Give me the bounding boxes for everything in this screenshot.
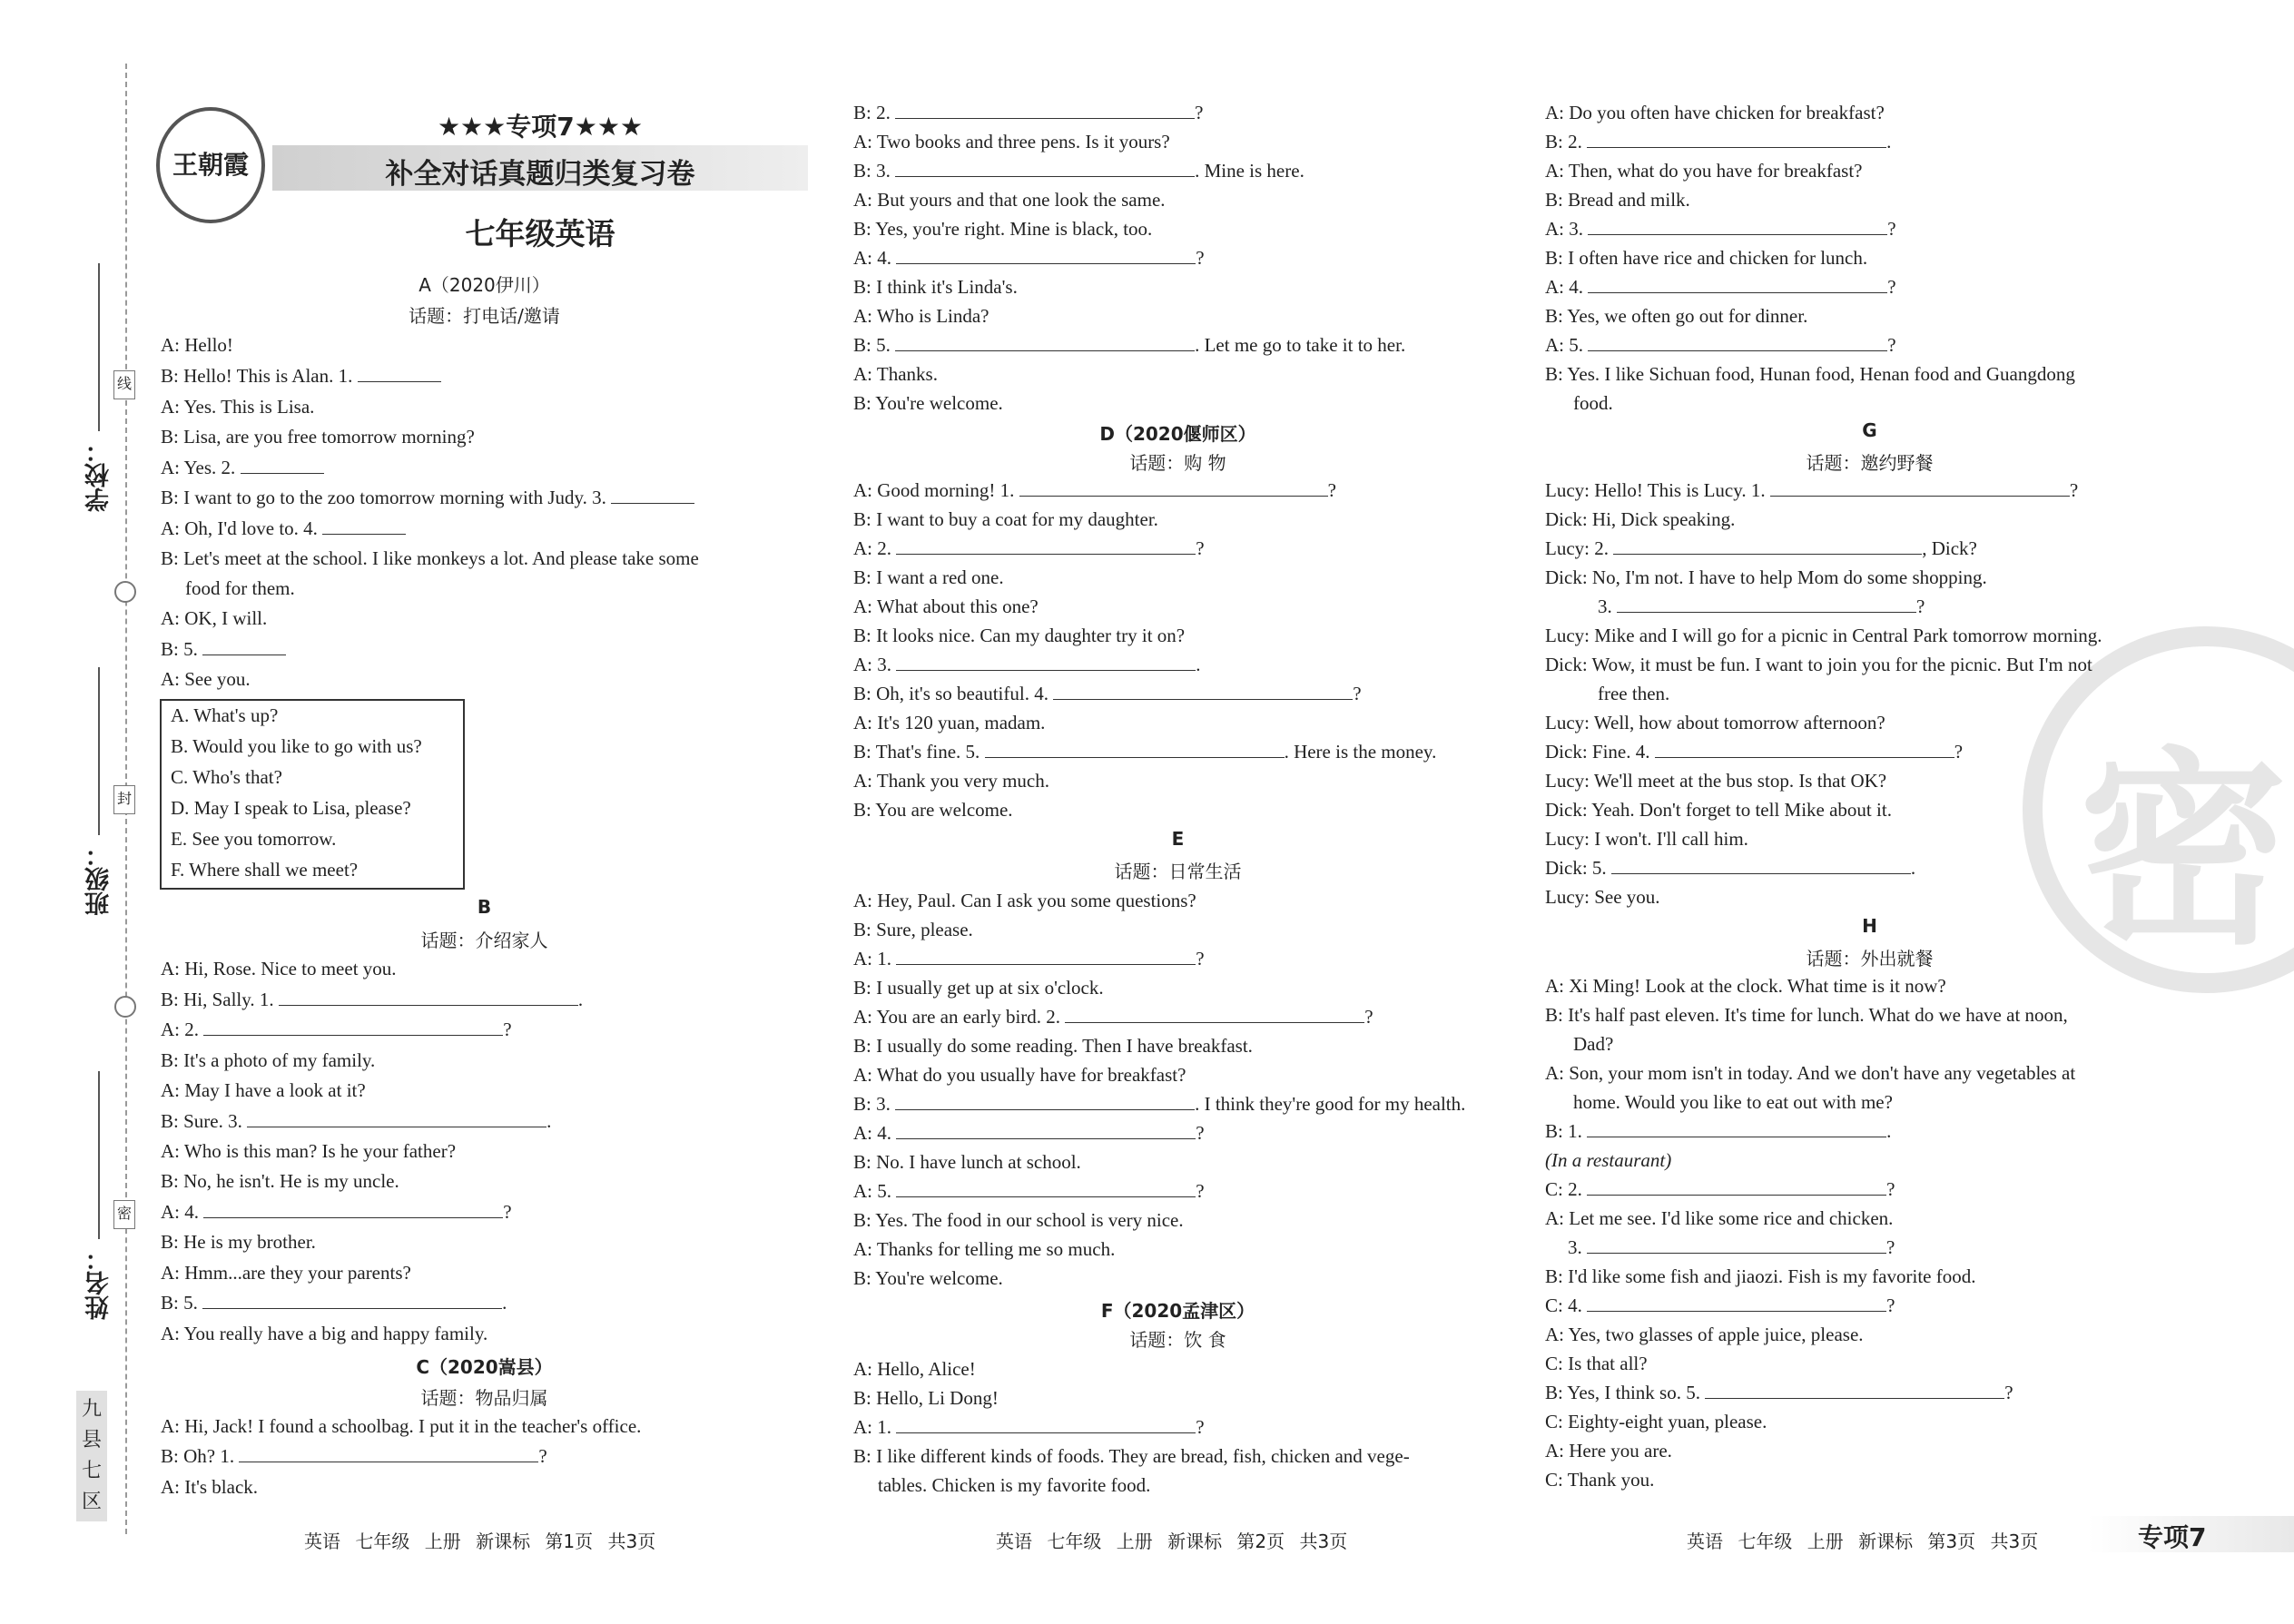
- logo: [156, 107, 265, 223]
- answer-blank[interactable]: [1065, 1006, 1364, 1023]
- dialog-line: food for them.: [185, 577, 295, 599]
- section-e-topic: 话题：日常生活: [1114, 861, 1242, 882]
- answer-blank[interactable]: [239, 1445, 538, 1462]
- option-item: F. Where shall we meet?: [171, 859, 359, 881]
- dialog-line: A: It's black.: [161, 1476, 259, 1498]
- answer-blank[interactable]: [895, 1093, 1195, 1110]
- answer-blank[interactable]: [1617, 595, 1916, 613]
- dialog-line: A: Let me see. I'd like some rice and chicken.: [1545, 1207, 1894, 1229]
- dialog-line: B: 3. . I think they're good for my health.: [853, 1093, 1466, 1115]
- dialog-line: A: Son, your mom isn't in today. And we don't have any vegetables at: [1545, 1062, 2076, 1084]
- dialog-line: A: Oh, I'd love to. 4.: [161, 516, 406, 541]
- dialog-line: A: Thank you very much.: [853, 770, 1049, 792]
- dialog-line: Dick: Hi, Dick speaking.: [1545, 508, 1736, 530]
- dialog-line: free then.: [1598, 683, 1670, 704]
- dialog-line: food.: [1573, 392, 1613, 414]
- region-box: [76, 1391, 107, 1521]
- answer-blank[interactable]: [1587, 1178, 1886, 1196]
- dialog-line: B: Yes, you're right. Mine is black, too.: [853, 218, 1153, 240]
- dialog-line: C: Eighty-eight yuan, please.: [1545, 1411, 1767, 1432]
- answer-blank[interactable]: [279, 989, 578, 1006]
- dialog-line: A: 5. ?: [1545, 334, 1896, 356]
- options-box: [160, 699, 465, 890]
- dialog-line: Lucy: We'll meet at the bus stop. Is that OK?: [1545, 770, 1887, 792]
- dialog-line: B: It looks nice. Can my daughter try it on?: [853, 625, 1186, 646]
- dialog-line: Lucy: Hello! This is Lucy. 1. ?: [1545, 479, 2079, 501]
- option-item: C. Who's that?: [171, 766, 282, 788]
- dialog-line: A: Thanks for telling me so much.: [853, 1238, 1116, 1260]
- section-g-topic: 话题：邀约野餐: [1806, 452, 1934, 474]
- dialog-line: A: 3. ?: [1545, 218, 1896, 240]
- answer-blank[interactable]: [1588, 276, 1887, 293]
- answer-blank[interactable]: [1587, 1120, 1886, 1137]
- dialog-line: B: Hello! This is Alan. 1.: [161, 363, 441, 389]
- dialog-line: B: You are welcome.: [853, 799, 1013, 821]
- dialog-line: C: 4. ?: [1545, 1294, 1895, 1316]
- option-item: A. What's up?: [171, 704, 279, 726]
- dialog-line: Lucy: 2. , Dick?: [1545, 537, 1977, 559]
- dialog-line: Dick: No, I'm not. I have to help Mom do some shopping.: [1545, 566, 1987, 588]
- section-d-topic: 话题：购 物: [1129, 452, 1226, 474]
- dialog-line: B: I want a red one.: [853, 566, 1004, 588]
- dialog-line: Lucy: See you.: [1545, 886, 1660, 908]
- dialog-line: A: 3. .: [853, 654, 1201, 675]
- dialog-line: Dick: Fine. 4. ?: [1545, 741, 1964, 763]
- dialog-line: 3. ?: [1598, 595, 1925, 617]
- dialog-line: B: I like different kinds of foods. They are bread, fish, chicken and vege-: [853, 1445, 1410, 1467]
- answer-blank[interactable]: [1019, 479, 1328, 497]
- answer-blank[interactable]: [241, 457, 324, 474]
- answer-blank[interactable]: [895, 334, 1195, 351]
- answer-blank[interactable]: [1588, 334, 1887, 351]
- dialog-line: C: Thank you.: [1545, 1469, 1655, 1491]
- dialog-line: A: 4. ?: [853, 247, 1205, 269]
- answer-blank[interactable]: [1770, 479, 2070, 497]
- answer-blank[interactable]: [1587, 1294, 1886, 1312]
- name-line: [98, 1071, 100, 1239]
- logo-text: 王朝霞: [172, 150, 249, 180]
- secret-stamp: [2023, 626, 2294, 993]
- corner-tag: 专项7: [2138, 1522, 2207, 1552]
- dialog-line: B: Oh, it's so beautiful. 4. ?: [853, 683, 1362, 704]
- dialog-line: A: Yes. 2.: [161, 455, 324, 480]
- dialog-line: A: See you.: [161, 668, 251, 690]
- dialog-line: B: Hi, Sally. 1. .: [161, 989, 584, 1010]
- dialog-line: A: 1. ?: [853, 948, 1205, 969]
- dialog-line: A: What about this one?: [853, 595, 1039, 617]
- dialog-line: 3. ?: [1568, 1236, 1895, 1258]
- dialog-line: A: Yes. This is Lisa.: [161, 396, 315, 418]
- answer-blank[interactable]: [1611, 857, 1911, 874]
- answer-blank[interactable]: [896, 1180, 1196, 1197]
- dialog-line: B: That's fine. 5. . Here is the money.: [853, 741, 1437, 763]
- answer-blank[interactable]: [896, 1416, 1196, 1433]
- dialog-line: A: You are an early bird. 2. ?: [853, 1006, 1373, 1028]
- dialog-line: B: 5. . Let me go to take it to her.: [853, 334, 1406, 356]
- dialog-line: A: 4. ?: [161, 1201, 512, 1223]
- dialog-line: A: Thanks.: [853, 363, 938, 385]
- answer-blank[interactable]: [896, 948, 1196, 965]
- dialog-line: (In a restaurant): [1545, 1149, 1672, 1171]
- page-footer-1: 英语 七年级 上册 新课标 第1页 共3页: [304, 1530, 656, 1552]
- answer-blank[interactable]: [202, 638, 286, 655]
- answer-blank[interactable]: [203, 1201, 503, 1218]
- dialog-line: A: Xi Ming! Look at the clock. What time is it now?: [1545, 975, 1946, 997]
- seal-char-line: 线: [113, 370, 135, 399]
- option-item: E. See you tomorrow.: [171, 828, 337, 850]
- dialog-line: B: 2. .: [1545, 131, 1892, 153]
- name-field: [64, 1071, 134, 1320]
- dialog-line: Lucy: I won't. I'll call him.: [1545, 828, 1748, 850]
- dialog-line: A: Here you are.: [1545, 1440, 1672, 1462]
- dialog-line: A: Two books and three pens. Is it yours?: [853, 131, 1170, 153]
- dialog-line: Dick: 5. .: [1545, 857, 1916, 879]
- section-f-heading: F（2020孟津区）: [1100, 1300, 1255, 1322]
- answer-blank[interactable]: [895, 102, 1195, 119]
- seal-char-seal: 封: [113, 785, 135, 814]
- page-title: 补全对话真题归类复习卷: [385, 158, 695, 191]
- section-b-topic: 话题：介绍家人: [420, 930, 548, 951]
- page-footer-2: 英语 七年级 上册 新课标 第2页 共3页: [996, 1530, 1348, 1552]
- dialog-line: B: Sure. 3. .: [161, 1110, 552, 1132]
- dialog-line: A: OK, I will.: [161, 607, 268, 629]
- dialog-line: A: 2. ?: [853, 537, 1205, 559]
- dialog-line: B: You're welcome.: [853, 1267, 1003, 1289]
- answer-blank[interactable]: [203, 1019, 503, 1036]
- dialog-line: A: Who is this man? Is he your father?: [161, 1140, 457, 1162]
- region-char: 九: [81, 1398, 102, 1421]
- dialog-line: A: Hmm...are they your parents?: [161, 1262, 411, 1284]
- dialog-line: tables. Chicken is my favorite food.: [878, 1474, 1151, 1496]
- dialog-line: A: 5. ?: [853, 1180, 1205, 1202]
- dialog-line: B: It's a photo of my family.: [161, 1049, 376, 1071]
- binding-ring: [114, 996, 136, 1018]
- answer-blank[interactable]: [896, 537, 1196, 555]
- answer-blank[interactable]: [1655, 741, 1954, 758]
- dialog-line: B: I often have rice and chicken for lunch.: [1545, 247, 1868, 269]
- seal-char-secret: 密: [113, 1200, 135, 1229]
- dialog-line: A: Yes, two glasses of apple juice, please.: [1545, 1324, 1864, 1345]
- dialog-line: B: No, he isn't. He is my uncle.: [161, 1170, 399, 1192]
- dialog-line: A: You really have a big and happy family.: [161, 1323, 488, 1344]
- dialog-line: A: Who is Linda?: [853, 305, 989, 327]
- dialog-line: B: Oh? 1. ?: [161, 1445, 547, 1467]
- answer-blank[interactable]: [1613, 537, 1922, 555]
- dialog-line: B: I want to buy a coat for my daughter.: [853, 508, 1158, 530]
- dialog-line: B: Hello, Li Dong!: [853, 1387, 999, 1409]
- special-label: ★★★专项7★★★: [437, 112, 644, 142]
- option-item: D. May I speak to Lisa, please?: [171, 797, 411, 819]
- dialog-line: A: 4. ?: [1545, 276, 1896, 298]
- dialog-line: B: 2. ?: [853, 102, 1204, 123]
- answer-blank[interactable]: [896, 247, 1196, 264]
- dialog-line: A: May I have a look at it?: [161, 1079, 366, 1101]
- dialog-line: B: I'd like some fish and jiaozi. Fish is my favorite food.: [1545, 1265, 1976, 1287]
- region-char: 区: [81, 1491, 102, 1513]
- section-f-topic: 话题：饮 食: [1129, 1329, 1226, 1351]
- section-a-topic: 话题：打电话/邀请: [409, 305, 560, 327]
- dialog-line: A: Then, what do you have for breakfast?: [1545, 160, 1863, 182]
- dialog-line: Dick: Yeah. Don't forget to tell Mike about it.: [1545, 799, 1892, 821]
- dialog-line: A: 4. ?: [853, 1122, 1205, 1144]
- answer-blank[interactable]: [611, 487, 694, 504]
- answer-blank[interactable]: [1588, 218, 1887, 235]
- dialog-line: A: Hello, Alice!: [853, 1358, 976, 1380]
- dialog-line: B: 3. . Mine is here.: [853, 160, 1305, 182]
- class-label: 班级：: [84, 842, 113, 916]
- section-e-heading: E: [1171, 828, 1185, 850]
- section-c-topic: 话题：物品归属: [420, 1387, 548, 1409]
- dialog-line: A: It's 120 yuan, madam.: [853, 712, 1046, 733]
- dialog-line: B: It's half past eleven. It's time for lunch. What do we have at noon,: [1545, 1004, 2068, 1026]
- dialog-line: A: 1. ?: [853, 1416, 1205, 1438]
- dialog-line: B: Bread and milk.: [1545, 189, 1690, 211]
- answer-blank[interactable]: [1705, 1382, 2004, 1399]
- region-char: 七: [81, 1460, 102, 1482]
- name-label: 姓名：: [84, 1246, 113, 1320]
- dialog-line: C: Is that all?: [1545, 1353, 1648, 1374]
- dialog-line: B: You're welcome.: [853, 392, 1003, 414]
- dialog-line: B: He is my brother.: [161, 1231, 316, 1253]
- dialog-line: A: Hi, Rose. Nice to meet you.: [161, 958, 397, 979]
- dialog-line: B: 5. .: [161, 1292, 507, 1314]
- section-h-topic: 话题：外出就餐: [1806, 948, 1934, 969]
- region-char: 县: [81, 1429, 102, 1452]
- answer-blank[interactable]: [1587, 131, 1886, 148]
- answer-blank[interactable]: [202, 1292, 502, 1309]
- dialog-line: B: Yes, I think so. 5. ?: [1545, 1382, 2013, 1403]
- answer-blank[interactable]: [896, 654, 1196, 671]
- dialog-line: A: What do you usually have for breakfast?: [853, 1064, 1186, 1086]
- answer-blank[interactable]: [322, 517, 406, 535]
- dialog-line: B: 1. .: [1545, 1120, 1892, 1142]
- dialog-line: home. Would you like to eat out with me?: [1573, 1091, 1893, 1113]
- answer-blank[interactable]: [895, 160, 1195, 177]
- dialog-line: A: Good morning! 1. ?: [853, 479, 1336, 501]
- dialog-line: A: Hey, Paul. Can I ask you some questions?: [853, 890, 1196, 911]
- dialog-line: A: Hi, Jack! I found a schoolbag. I put it in the teacher's office.: [161, 1415, 642, 1437]
- section-c-heading: C（2020嵩县）: [416, 1356, 553, 1378]
- dialog-line: A: 2. ?: [161, 1019, 512, 1040]
- section-a-heading: A（2020伊川）: [418, 274, 550, 296]
- dialog-line: A: Do you often have chicken for breakfast?: [1545, 102, 1885, 123]
- stamp-char: 密: [2079, 731, 2289, 973]
- dialog-line: B: I usually do some reading. Then I have breakfast.: [853, 1035, 1253, 1057]
- dialog-line: B: Yes, we often go out for dinner.: [1545, 305, 1808, 327]
- dialog-line: B: I want to go to the zoo tomorrow morning with Judy. 3.: [161, 485, 694, 510]
- section-h-heading: H: [1862, 915, 1877, 937]
- dialog-line: Dick: Wow, it must be fun. I want to join you for the picnic. But I'm not: [1545, 654, 2092, 675]
- dialog-line: B: Lisa, are you free tomorrow morning?: [161, 426, 475, 448]
- dialog-line: B: Yes. I like Sichuan food, Hunan food, Henan food and Guangdong: [1545, 363, 2075, 385]
- answer-blank[interactable]: [247, 1110, 546, 1127]
- dialog-line: B: 5.: [161, 636, 286, 662]
- dialog-line: B: Sure, please.: [853, 919, 973, 940]
- answer-blank[interactable]: [1053, 683, 1353, 700]
- section-b-heading: B: [477, 896, 492, 918]
- binding-ring: [114, 581, 136, 603]
- option-item: B. Would you like to go with us?: [171, 735, 422, 757]
- dialog-line: A: Hello!: [161, 334, 233, 356]
- section-g-heading: G: [1862, 419, 1877, 441]
- class-line: [98, 667, 100, 835]
- answer-blank[interactable]: [896, 1122, 1196, 1139]
- page-footer-3: 英语 七年级 上册 新课标 第3页 共3页: [1687, 1530, 2039, 1552]
- answer-blank[interactable]: [1587, 1236, 1886, 1254]
- section-d-heading: D（2020偃师区）: [1099, 423, 1256, 445]
- dialog-line: Lucy: Mike and I will go for a picnic in Central Park tomorrow morning.: [1545, 625, 2102, 646]
- binding-margin: [0, 0, 136, 1624]
- answer-blank[interactable]: [358, 365, 441, 382]
- dialog-line: B: I usually get up at six o'clock.: [853, 977, 1104, 999]
- answer-blank[interactable]: [985, 741, 1285, 758]
- dialog-line: B: No. I have lunch at school.: [853, 1151, 1081, 1173]
- dialog-line: B: Let's meet at the school. I like monkeys a lot. And please take some: [161, 547, 699, 569]
- dialog-line: C: 2. ?: [1545, 1178, 1895, 1200]
- dialog-line: B: Yes. The food in our school is very nice.: [853, 1209, 1184, 1231]
- dialog-line: B: I think it's Linda's.: [853, 276, 1018, 298]
- dialog-line: Lucy: Well, how about tomorrow afternoon?: [1545, 712, 1885, 733]
- school-label: 学校：: [84, 438, 113, 512]
- dialog-line: A: But yours and that one look the same.: [853, 189, 1166, 211]
- dialog-line: Dad?: [1573, 1033, 1614, 1055]
- school-line: [98, 263, 100, 431]
- page-subtitle: 七年级英语: [465, 216, 615, 251]
